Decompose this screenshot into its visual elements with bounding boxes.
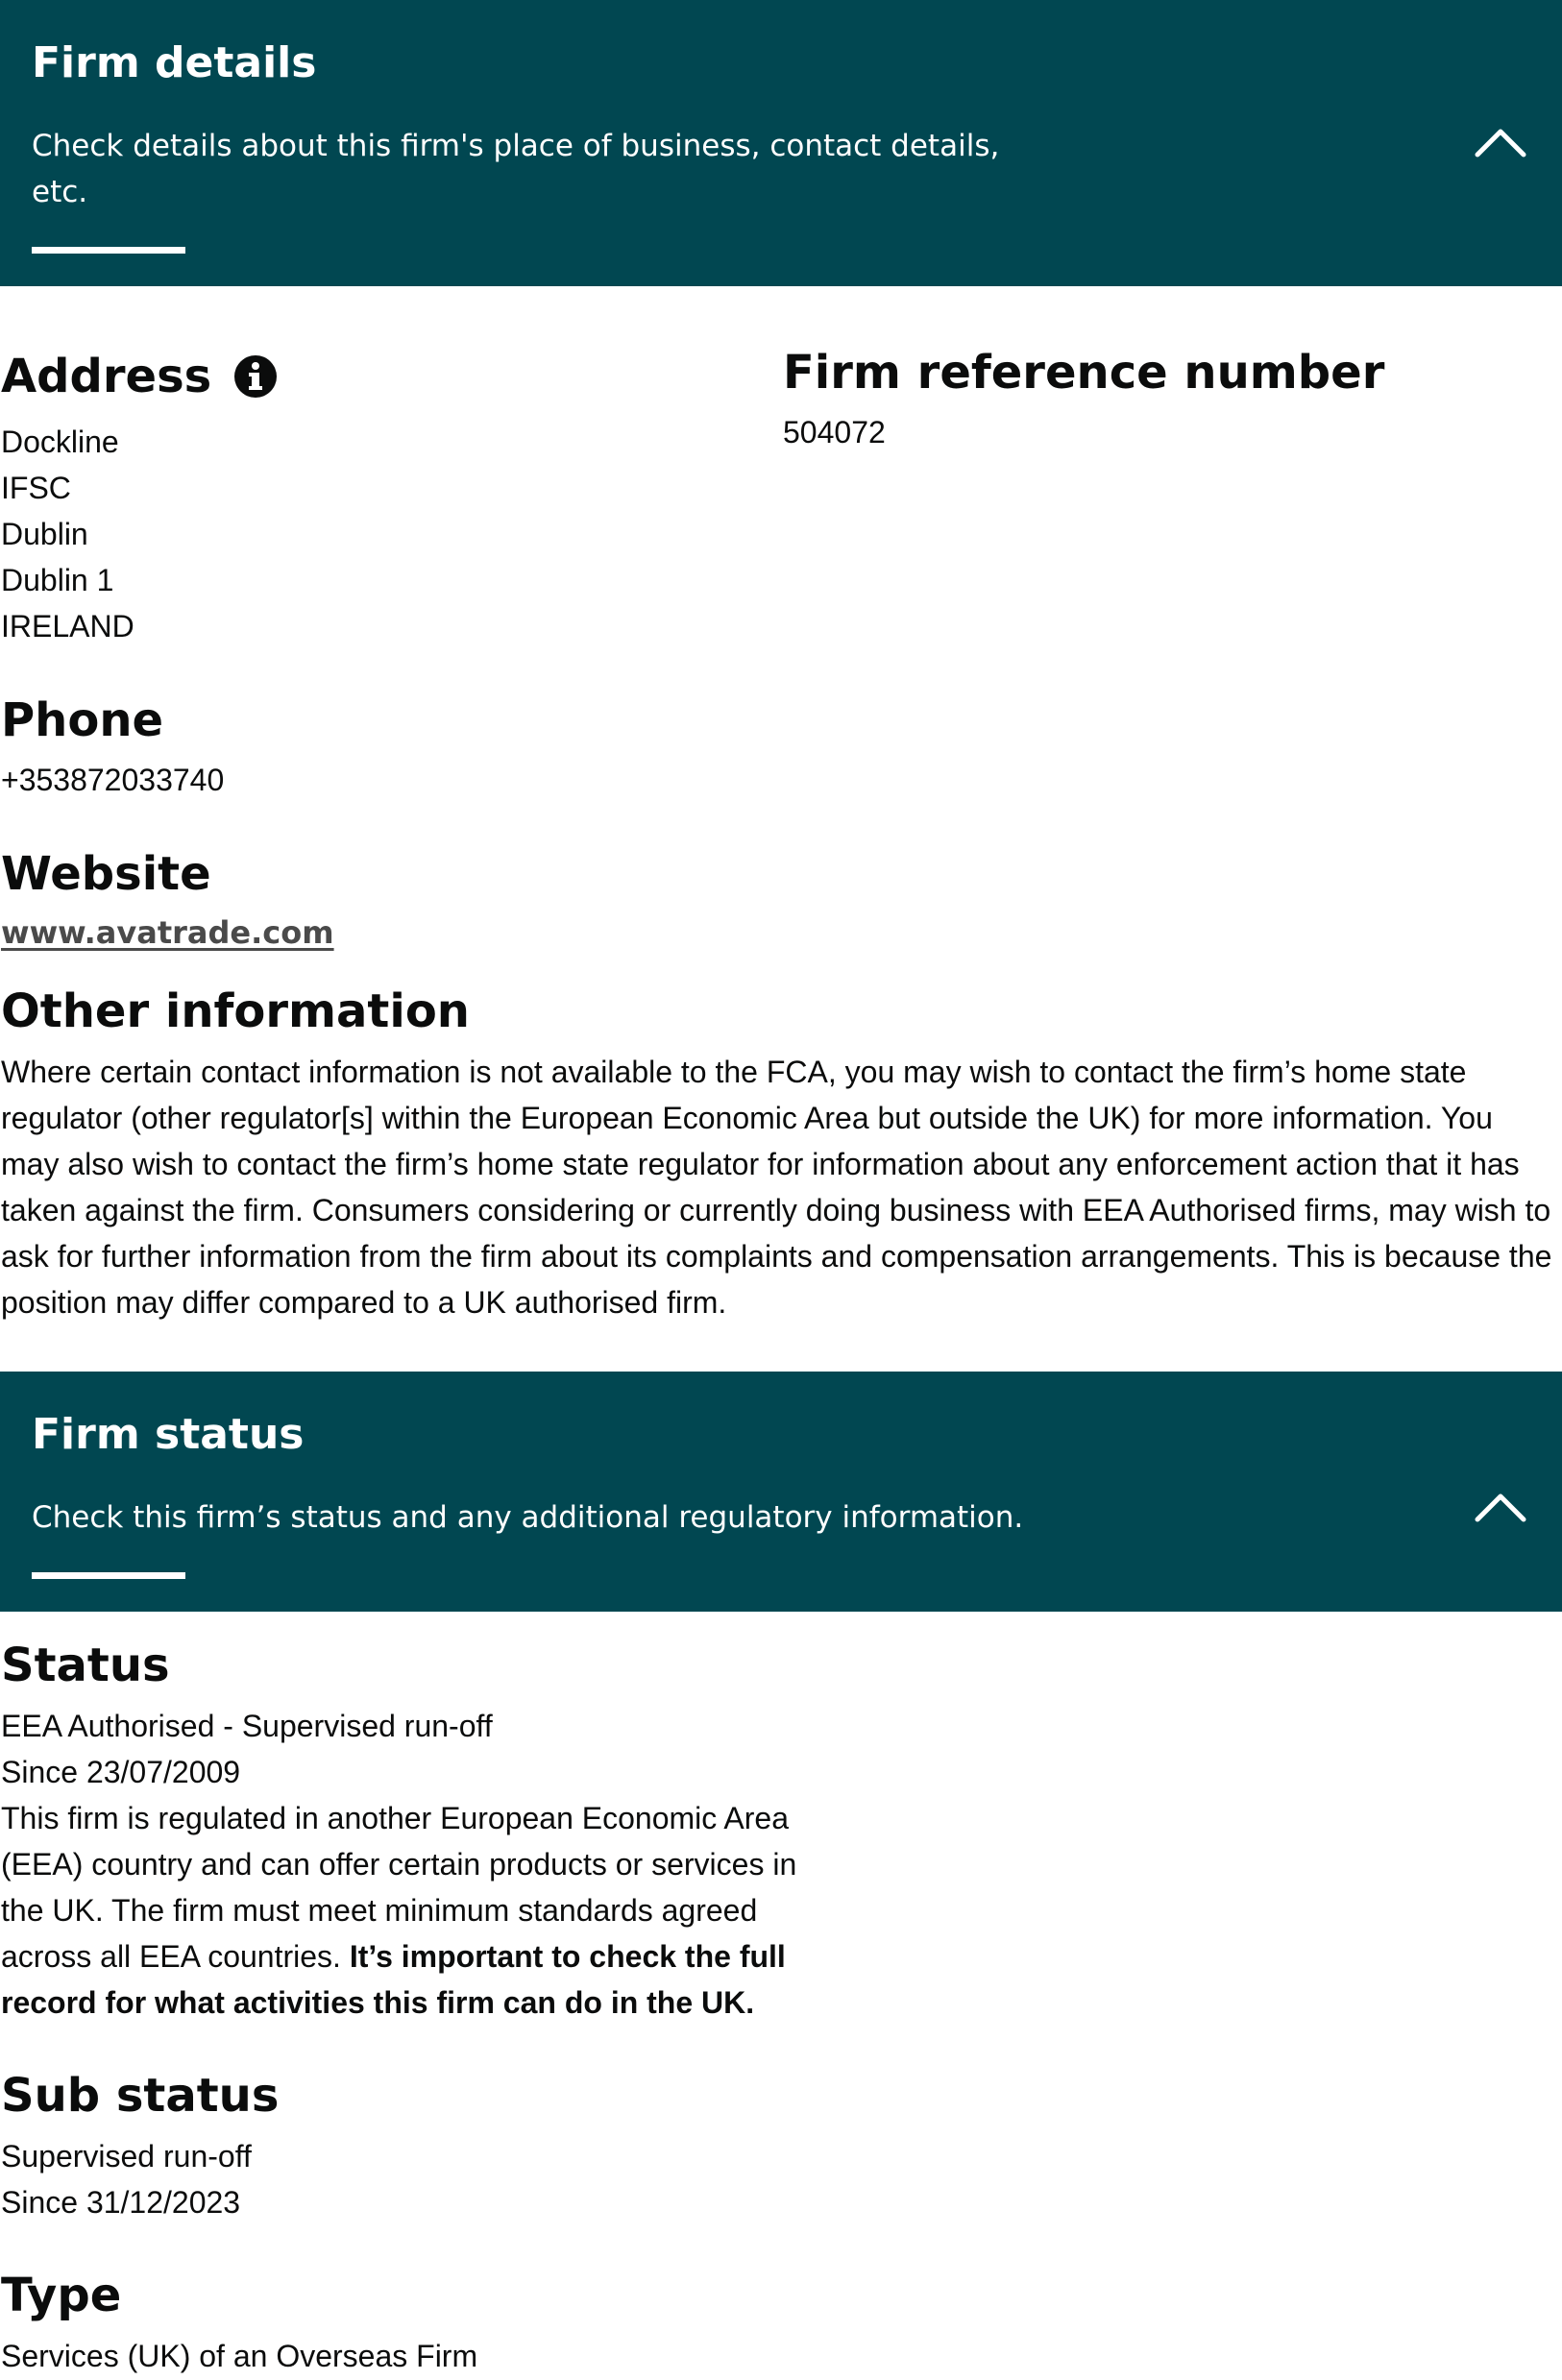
- sub-status-value: Supervised run-off: [1, 2139, 252, 2174]
- website-heading: Website: [1, 847, 211, 901]
- status-text-line: the UK. The firm must meet minimum standards agreed: [1, 1893, 758, 1928]
- firm-status-panel[interactable]: [0, 1372, 1562, 1612]
- phone-value: +353872033740: [1, 763, 225, 797]
- firm-status-description: Check this firm’s status and any additional regulatory information.: [32, 1500, 1024, 1535]
- status-text-line: [1, 1979, 789, 2026]
- address-line: Dockline: [1, 425, 119, 459]
- firm-status-title: Firm status: [32, 1410, 305, 1459]
- phone-heading: Phone: [1, 693, 164, 747]
- other-information-text: Where certain contact information is not available to the FCA, you may wish to contact the firm’s home state regulator (other regulator[s] within the European Economic Area but outside the UK) for more information. You may also wish to contact the firm’s home state regulator for information about any enforcement action that it has taken against the firm. Consumers considering or currently doing business with EEA Authorised firms, may wish to ask for further information from the firm about its complaints and compensation arrangements. This is because the position may differ compared to a UK authorised firm.: [1, 1055, 1552, 1320]
- status-text-line: This firm is regulated in another European Economic Area: [1, 1801, 789, 1835]
- status-text-plain: across all EEA countries.: [1, 1939, 350, 1974]
- address-heading: Address: [1, 350, 212, 403]
- chevron-up-icon[interactable]: [1474, 127, 1527, 158]
- firm-reference-heading: Firm reference number: [783, 346, 1385, 400]
- firm-reference-value: 504072: [783, 415, 886, 449]
- status-value: EEA Authorised - Supervised run-off: [1, 1709, 493, 1743]
- info-icon[interactable]: [233, 354, 278, 399]
- status-text-important: record for what activities this firm can do in the UK.: [1, 1985, 755, 2020]
- website-link[interactable]: www.avatrade.com: [1, 914, 334, 951]
- sub-status-details: [1, 2133, 252, 2225]
- other-information-heading: Other information: [1, 984, 470, 1038]
- status-text-line: (EEA) country and can offer certain products or services in: [1, 1847, 797, 1882]
- sub-status-heading: Sub status: [1, 2069, 280, 2123]
- firm-details-description: [32, 123, 999, 215]
- chevron-up-icon[interactable]: [1474, 1492, 1527, 1522]
- status-text-important: It’s important to check the full: [349, 1939, 786, 1974]
- address-line: IFSC: [1, 471, 71, 505]
- firm-details-description-line: Check details about this firm's place of business, contact details,: [32, 129, 1000, 163]
- address-lines: [1, 419, 134, 649]
- type-heading: Type: [1, 2269, 122, 2322]
- firm-details-description-line: etc.: [32, 175, 88, 209]
- address-line: Dublin: [1, 517, 88, 551]
- status-heading: Status: [1, 1639, 170, 1692]
- type-value: Services (UK) of an Overseas Firm: [1, 2339, 478, 2373]
- address-line: IRELAND: [1, 609, 134, 644]
- status-text-line: [1, 1933, 789, 1979]
- panel-underline: [32, 247, 185, 254]
- sub-status-since: Since 31/12/2023: [1, 2185, 241, 2220]
- firm-details-title: Firm details: [32, 38, 317, 87]
- panel-underline: [32, 1572, 185, 1579]
- address-line: Dublin 1: [1, 563, 114, 597]
- status-details: [1, 1703, 797, 2026]
- status-since: Since 23/07/2009: [1, 1755, 241, 1789]
- firm-details-panel[interactable]: [0, 0, 1562, 286]
